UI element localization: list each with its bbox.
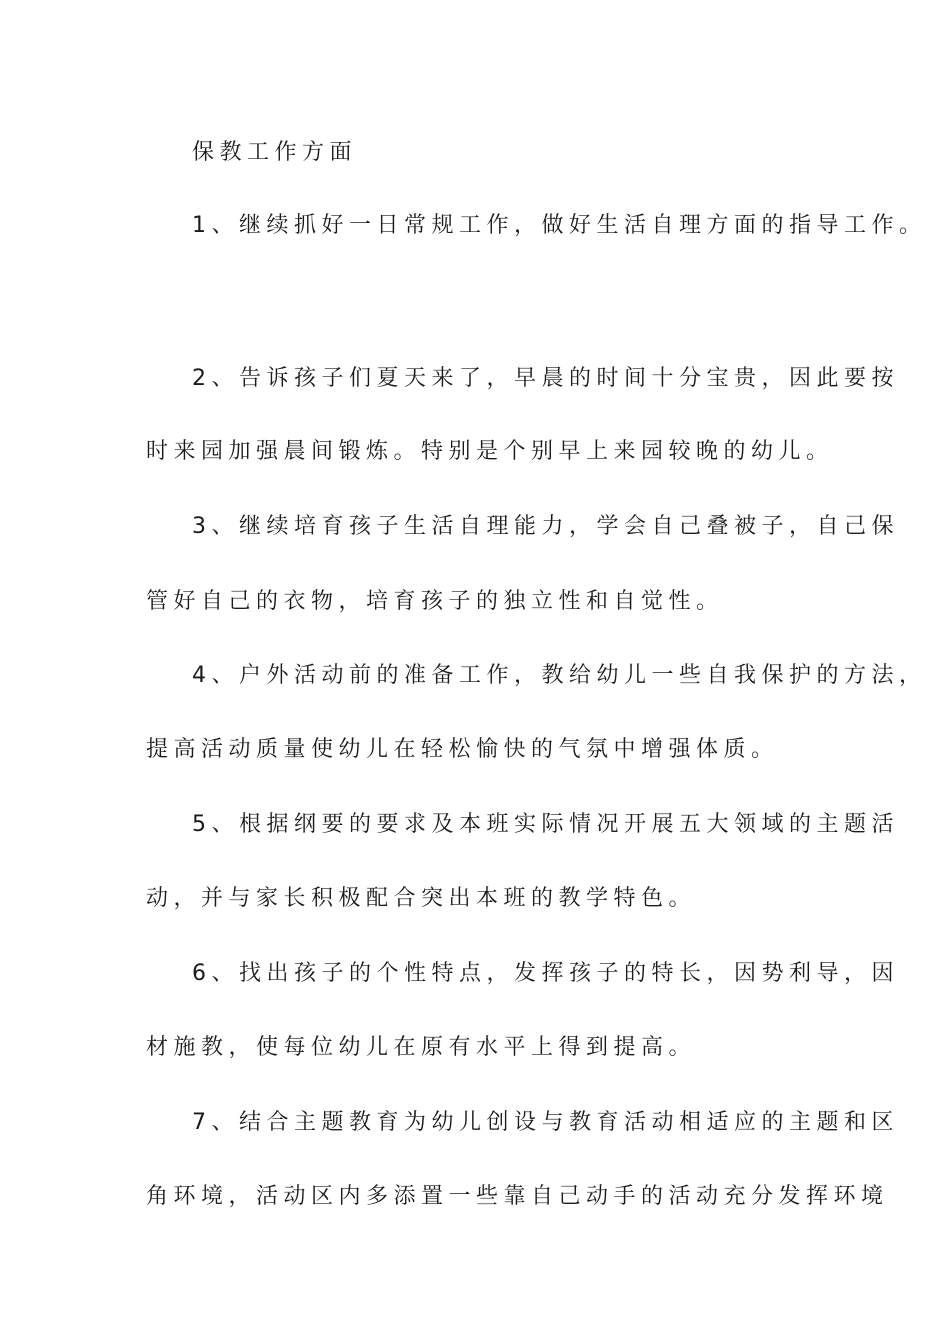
item-7-line-2: 角环境，活动区内多添置一些靠自己动手的活动充分发挥环境 [146,1184,889,1209]
item-5-line-1: 5、根据纲要的要求及本班实际情况开展五大领域的主题活 [192,812,899,837]
section-heading: 保教工作方面 [192,140,358,165]
item-3-line-1: 3、继续培育孩子生活自理能力，学会自己叠被子，自己保 [192,514,899,539]
item-5-line-2: 动，并与家长积极配合突出本班的教学特色。 [146,886,697,911]
item-6-line-2: 材施教，使每位幼儿在原有水平上得到提高。 [146,1035,697,1060]
item-1-text: 1、继续抓好一日常规工作，做好生活自理方面的指导工作。 [192,213,927,238]
item-4-line-2: 提高活动质量使幼儿在轻松愉快的气氛中增强体质。 [146,737,779,762]
item-2-line-2: 时来园加强晨间锻炼。特别是个别早上来园较晚的幼儿。 [146,439,834,464]
item-2-line-1: 2、告诉孩子们夏天来了，早晨的时间十分宝贵，因此要按 [192,366,899,391]
item-6-line-1: 6、找出孩子的个性特点，发挥孩子的特长，因势利导，因 [192,961,899,986]
item-7-line-1: 7、结合主题教育为幼儿创设与教育活动相适应的主题和区 [192,1110,899,1135]
item-3-line-2: 管好自己的衣物，培育孩子的独立性和自觉性。 [146,589,724,614]
item-4-line-1: 4、户外活动前的准备工作，教给幼儿一些自我保护的方法， [192,663,927,688]
